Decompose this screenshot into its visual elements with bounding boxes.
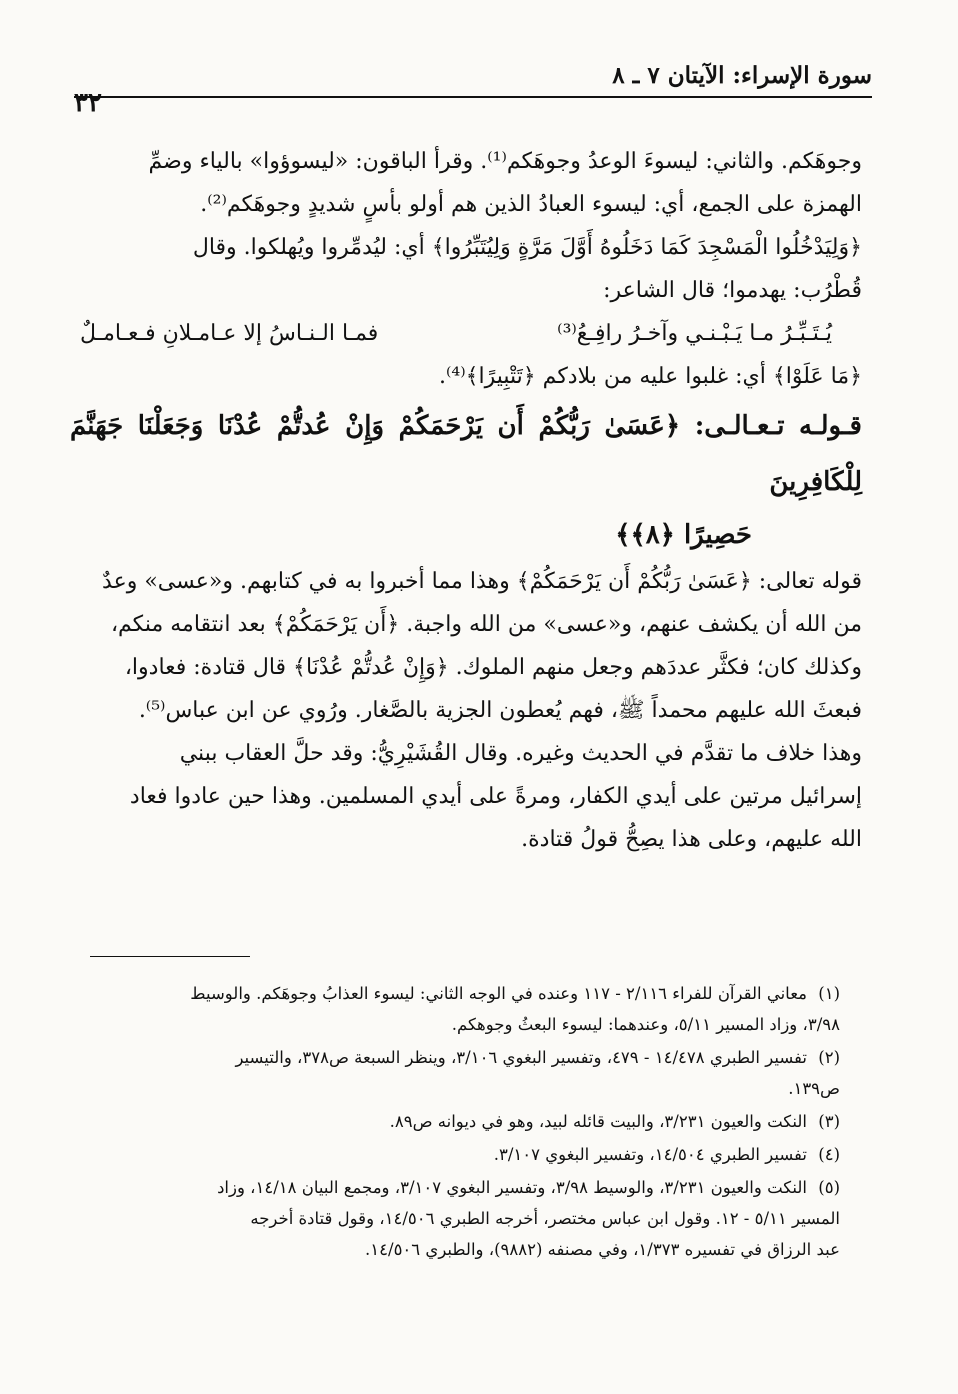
footnote-2 <box>62 1042 840 1104</box>
poem-hemistich-first: يُـتَـبِّـرُ مـا يَـبْـنـي وآخـرُ رافِـعُ⁽³⁾ <box>557 321 832 346</box>
verse-heading-continuation: حَصِيرًا ﴿٨﴾﴾ <box>615 520 752 550</box>
text-line: من الله أن يكشف عنهم، و«عسى» من الله واجبة. ﴿أَن يَرْحَمَكُمْ﴾ بعد انتقامه منكم، <box>110 612 862 637</box>
page-number: ٣٢ <box>74 88 102 118</box>
footnote-text: تفسير الطبري ١٤/٤٧٨ - ٤٧٩، وتفسير البغوي ٣/١٠٦، وينظر السبعة ص٣٧٨، والتيسير <box>235 1048 807 1067</box>
running-title: سورة الإسراء: الآيتان ٧ ـ ٨ <box>612 62 872 89</box>
verse-heading: قـولـه تـعـالـى: ﴿عَسَىٰ رَبُّكُمْ أَن يَرْحَمَكُمْ وَإِنْ عُدتُّمْ عُدْنَا وَجَعَلْنَا جَهَنَّمَ لِلْكَافِرِينَ <box>70 411 862 497</box>
footnote-text: النكت والعيون ٣/٢٣١، والبيت قائله لبيد، وهو في ديوانه ص٨٩. <box>389 1112 807 1131</box>
text-line: قوله تعالى: ﴿عَسَىٰ رَبُّكُمْ أَن يَرْحَمَكُمْ﴾ وهذا مما أخبروا به في كتابهم. و«عسى» وعدٌ <box>102 569 862 594</box>
footnote-text: معاني القرآن للفراء ٢/١١٦ - ١١٧ وعنده في الوجه الثاني: ليسوء العذابُ وجوهَكم. والوسيط <box>190 984 807 1003</box>
main-text <box>70 140 862 861</box>
footnote-number: (٥) <box>818 1178 840 1197</box>
footnote-text: عبد الرزاق في تفسيره ١/٣٧٣، وفي مصنفه (٩٨٨٢)، والطبري ١٤/٥٠٦. <box>365 1240 840 1259</box>
text-line: إسرائيل مرتين على أيدي الكفار، ومرةً على أيدي المسلمين. وهذا حين عادوا فعاد <box>129 784 862 809</box>
footnote-1 <box>62 978 840 1040</box>
text-line: الله عليهم، وعلى هذا يصِحُّ قولُ قتادة. <box>521 827 862 852</box>
footnote-text: النكت والعيون ٣/٢٣١، والوسيط ٣/٩٨، وتفسير البغوي ٣/١٠٧، ومجمع البيان ١٤/١٨، وزاد <box>217 1178 807 1197</box>
footnote-3 <box>62 1106 840 1137</box>
footnotes <box>62 978 840 1267</box>
footnote-4 <box>62 1139 840 1170</box>
poem-hemistich-second: فمـا الـنـاسُ إلا عـامـلانِ فـعـامـلٌ <box>80 321 379 346</box>
text-line: الهمزة على الجمع، أي: ليسوء العبادُ الذين هم أولو بأسٍ شديدٍ وجوهَكم⁽²⁾. <box>200 192 862 217</box>
footnote-text: تفسير الطبري ١٤/٥٠٤، وتفسير البغوي ٣/١٠٧. <box>493 1145 807 1164</box>
page-header <box>74 62 872 120</box>
footnote-text: ٣/٩٨، وزاد المسير ٥/١١، وعندهما: ليسوء البعثُ وجوهكم. <box>451 1015 840 1034</box>
text-line: ﴿وَلِيَدْخُلُوا الْمَسْجِدَ كَمَا دَخَلُوهُ أَوَّلَ مَرَّةٍ وَلِيُتَبِّرُوا﴾ أي: ليُدمِّروا ويُهلكوا. وقال <box>192 235 862 260</box>
text-line: ﴿مَا عَلَوْا﴾ أي: غلبوا عليه من بلادكم ﴿تَتْبِيرًا﴾⁽⁴⁾. <box>438 364 862 389</box>
footnote-number: (٤) <box>818 1145 840 1164</box>
footnote-text: المسير ٥/١١ - ١٢. وقول ابن عباس مختصر، أخرجه الطبري ١٤/٥٠٦، وقول قتادة أخرجه <box>250 1209 840 1228</box>
footnote-text: ص١٣٩. <box>788 1079 840 1098</box>
text-line: وكذلك كان؛ فكثَّر عددَهم وجعل منهم الملوك. ﴿وَإِنْ عُدتُّمْ عُدْنَا﴾ قال قتادة: فعادوا، <box>124 655 862 680</box>
footnote-5 <box>62 1172 840 1265</box>
text-line: وهذا خلاف ما تقدَّم في الحديث وغيره. وقال القُشَيْرِيُّ: وقد حلَّ العقاب ببني <box>179 741 862 766</box>
text-line: وجوهَكم. والثاني: ليسوءَ الوعدُ وجوهَكم⁽¹⁾. وقرأ الباقون: «ليسوؤوا» بالياء وضمِّ <box>148 149 862 174</box>
footnote-number: (١) <box>818 984 840 1003</box>
footnote-separator <box>90 956 250 957</box>
text-line: قُطْرُب: يهدموا؛ قال الشاعر: <box>603 278 862 303</box>
footnote-number: (٢) <box>818 1048 840 1067</box>
text-line: فبعثَ الله عليهم محمداً ﷺ، فهم يُعطون الجزية بالصَّغار. ورُوي عن ابن عباس⁽⁵⁾. <box>138 698 862 723</box>
footnote-number: (٣) <box>818 1112 840 1131</box>
header-rule <box>74 96 872 98</box>
poem-verse <box>70 312 862 355</box>
